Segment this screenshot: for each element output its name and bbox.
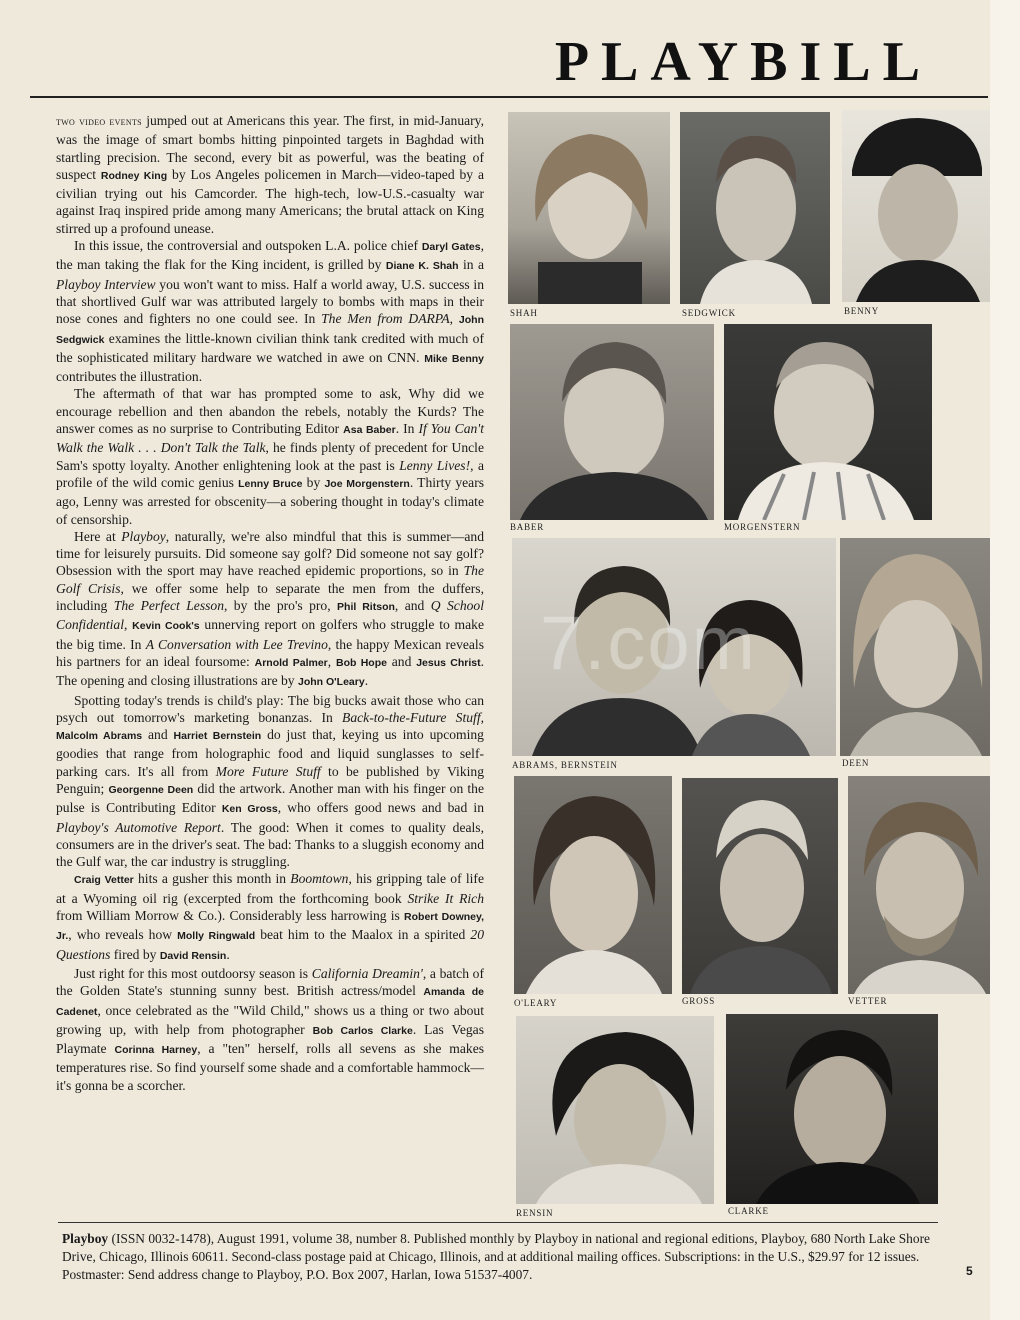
contributor-name: Mike Benny bbox=[424, 352, 484, 365]
text: unnerving report on golfers who struggle to make the big time. In bbox=[56, 617, 485, 652]
feature-title: Strike It Rich bbox=[407, 890, 484, 906]
text: , he finds plenty of precedent for Uncle Sam's spotty loyalty. Another enlightening look at the past is bbox=[56, 440, 484, 473]
contributor-name: Craig Vetter bbox=[74, 874, 134, 887]
portrait-deen bbox=[840, 538, 990, 756]
footer-rule bbox=[58, 1222, 938, 1223]
text: fired by bbox=[110, 946, 160, 962]
text: from William Morrow & Co.). Considerably less harrowing is bbox=[56, 908, 405, 924]
text: . Thirty years ago, Lenny was arrested for obscenity—a sobering thought in today's climate of censorship. bbox=[56, 474, 485, 527]
text: jumped out at Americans this year. The first, in mid-January, was the image of smart bombs hitting pinpointed targets in Baghdad with startling precision. The second, every bit as powerful, was the beating of suspect bbox=[56, 113, 484, 182]
contributor-name: Arnold Palmer bbox=[254, 656, 328, 669]
photo-deen bbox=[840, 538, 990, 756]
caption-shah: SHAH bbox=[510, 308, 538, 318]
portrait-benny bbox=[842, 110, 990, 302]
feature-title: Back-to-the-Future Stuff bbox=[342, 709, 481, 725]
text: , bbox=[123, 617, 133, 633]
portrait-baber bbox=[510, 324, 714, 520]
text: , a profile of the wild comic genius bbox=[56, 457, 484, 490]
text: did the artwork. Another man with his finger on the pulse is Contributing Editor bbox=[56, 780, 484, 816]
text: , a batch of the Golden State's stunning sunny best. British actress/model bbox=[56, 965, 484, 999]
contributor-name: Georgenne Deen bbox=[108, 783, 194, 796]
text: , bbox=[449, 311, 459, 327]
text: . Las Vegas Playmate bbox=[56, 1021, 485, 1057]
text: Here at bbox=[74, 528, 122, 544]
caption-abrams-bernstein: ABRAMS, BERNSTEIN bbox=[512, 760, 618, 770]
text: . bbox=[364, 673, 369, 689]
publication-info bbox=[62, 1230, 952, 1284]
text: , the happy Mexican reveals his partners for an ideal foursome: bbox=[56, 636, 485, 669]
text: . The good: When it comes to quality deals, consumers are in the driver's seat. The bad: Thanks to a sluggish economy and the Gulf war, the car industry is struggling. bbox=[56, 819, 484, 870]
caption-baber: BABER bbox=[510, 522, 545, 532]
contributor-name: Joe Morgenstern bbox=[324, 477, 410, 490]
contributor-name: Amanda de Cadenet bbox=[56, 986, 484, 1018]
caption-deen: DEEN bbox=[842, 758, 870, 768]
feature-title: Playboy's Automotive Report bbox=[56, 819, 221, 835]
contributor-name: Diane K. Shah bbox=[385, 260, 459, 273]
feature-title: Q School Confidential bbox=[56, 598, 484, 633]
photo-oleary bbox=[514, 776, 672, 994]
text: you won't want to miss. Half a world away, U.S. success in that shortlived Gulf war was attributed largely to bombs with maps in their nose cones and fighters no one could see. In bbox=[56, 276, 484, 327]
text: Spotting today's trends is child's play: The big bucks await those who can psych out tomorrow's marketing bonanzas. In bbox=[56, 692, 484, 725]
text: and bbox=[142, 727, 174, 743]
contributor-name: Kevin Cook's bbox=[132, 620, 200, 633]
contributor-name: David Rensin bbox=[159, 949, 227, 962]
footer-text: (ISSN 0032-1478), August 1991, volume 38, number 8. Published monthly by Playboy in national and regional editions, Playboy, 680 North Lake Shore Drive, Chicago, Illinois 60611. Second-class postage paid at Chicago, Illinois, and at additional mailing offices. Subscriptions: in the U.S., $29.97 for 12 issues. Postmaster: Send address change to Playboy, P.O. Box 2007, Harlan, Iowa 51537-4007. bbox=[62, 1231, 930, 1282]
text: , we offer some help to separate the men from the duffers, including bbox=[56, 580, 484, 614]
photo-shah bbox=[508, 112, 670, 304]
portrait-shah bbox=[508, 112, 670, 304]
photo-sedgwick bbox=[680, 112, 830, 304]
paragraph-6 bbox=[56, 870, 484, 964]
contributor-name: Jesus Christ bbox=[416, 656, 481, 669]
photo-baber bbox=[510, 324, 714, 520]
portrait-gross bbox=[682, 778, 838, 994]
portrait-vetter bbox=[848, 776, 990, 994]
text: and bbox=[386, 653, 417, 669]
text: , and bbox=[394, 598, 431, 614]
text: , naturally, we're also mindful that this is summer—and time for leisurely pursuits. Did someone say golf? Did someone not say golf? Obsession with the sport may have reached epidemic proportions, so in bbox=[56, 528, 484, 579]
text: In this issue, the controversial and outspoken L.A. police chief bbox=[74, 238, 422, 254]
caption-sedgwick: SEDGWICK bbox=[682, 308, 736, 318]
feature-title: A Conversation with Lee Trevino bbox=[145, 636, 328, 652]
text: , bbox=[480, 709, 484, 725]
contributor-name: John Sedgwick bbox=[56, 314, 485, 346]
caption-oleary: O'LEARY bbox=[514, 998, 558, 1008]
text: hits a gusher this month in bbox=[133, 871, 291, 887]
watermark-text: 7.com bbox=[540, 601, 757, 686]
photo-gross bbox=[682, 778, 838, 994]
text: , who offers good news and bad in bbox=[277, 800, 484, 816]
masthead-title: PLAYBILL bbox=[554, 31, 932, 93]
paragraph-3 bbox=[56, 385, 484, 527]
photo-morgenstern bbox=[724, 324, 932, 520]
text: in a bbox=[458, 257, 484, 273]
text: . The opening and closing illustrations are by bbox=[56, 653, 485, 689]
text: beat him to the Maalox in a spirited bbox=[255, 927, 471, 943]
text: examines the little-known civilian think tank credited with much of the sophisticated military hardware we watched in awe on CNN. bbox=[56, 330, 484, 365]
masthead-rule bbox=[30, 96, 988, 98]
paragraph-1 bbox=[56, 112, 484, 237]
text: to be published by Viking Penguin; bbox=[56, 763, 484, 796]
photo-benny bbox=[842, 110, 990, 302]
feature-title: 20 Questions bbox=[56, 927, 484, 962]
text: by Los Angeles policemen in March—video-taped by a civilian trying out his Camcorder. The high-tech, low-U.S.-casualty war against Iraq inspired pride among many Americans; the brutal attack on King stirred up a profound unease. bbox=[56, 166, 485, 236]
portrait-oleary bbox=[514, 776, 672, 994]
caption-morgenstern: MORGENSTERN bbox=[724, 522, 801, 532]
feature-title: The Golf Crisis bbox=[56, 563, 484, 596]
article-column bbox=[56, 112, 484, 1094]
text: , the man taking the flak for the King incident, is grilled by bbox=[56, 238, 484, 273]
feature-title: Boomtown bbox=[290, 871, 349, 887]
paragraph-5 bbox=[56, 692, 484, 871]
text: , once celebrated as the "Wild Child," shows us a thing or two about growing up, with help from photographer bbox=[56, 1002, 484, 1037]
text: do just that, keying us into upcoming goodies that range from holographic food and liquid sunglasses to self-parking cars. It's all from bbox=[56, 727, 484, 779]
paragraph-7 bbox=[56, 965, 484, 1094]
text: , who reveals how bbox=[68, 927, 178, 943]
feature-title: More Future Stuff bbox=[215, 763, 321, 779]
caption-vetter: VETTER bbox=[848, 996, 888, 1006]
text: The aftermath of that war has prompted some to ask, Why did we encourage rebellion and then abandon the rebels, notably the Kurds? The answer comes as no surprise to Contributing Editor bbox=[56, 386, 484, 437]
feature-title: If You Can't Walk the Walk . . . Don't Talk the Talk bbox=[56, 421, 484, 456]
photo-clarke bbox=[726, 1014, 938, 1204]
portrait-clarke bbox=[726, 1014, 938, 1204]
contributor-name: Bob Hope bbox=[335, 656, 387, 669]
caption-rensin: RENSIN bbox=[516, 1208, 554, 1218]
contributor-name: Phil Ritson bbox=[337, 601, 395, 614]
photo-vetter bbox=[848, 776, 990, 994]
text: , by the pro's pro, bbox=[224, 598, 338, 614]
feature-title: California Dreamin' bbox=[311, 965, 423, 981]
text: , his gripping tale of life at a Wyoming oil rig (excerpted from the forthcoming book bbox=[56, 871, 484, 906]
contributor-name: John O'Leary bbox=[298, 676, 365, 689]
photo-rensin bbox=[516, 1016, 714, 1204]
contributor-name: Corinna Harney bbox=[114, 1044, 198, 1057]
contributor-name: Ken Gross bbox=[221, 803, 278, 816]
contributor-name: Robert Downey, Jr. bbox=[56, 911, 484, 943]
contributor-name: Bob Carlos Clarke bbox=[312, 1024, 413, 1037]
page-edge bbox=[990, 0, 1020, 1320]
text: Just right for this most outdoorsy season is bbox=[74, 965, 312, 981]
text: . bbox=[226, 946, 230, 962]
contributor-name: Lenny Bruce bbox=[238, 477, 303, 490]
paragraph-2 bbox=[56, 237, 484, 385]
caption-gross: GROSS bbox=[682, 996, 716, 1006]
caption-clarke: CLARKE bbox=[728, 1206, 769, 1216]
text: , bbox=[327, 653, 336, 669]
text: by bbox=[302, 474, 325, 490]
text: , a "ten" herself, rolls all sevens as she makes temperatures rise. So find yourself some shade and a comfortable hammock—it's gonna be a scorcher. bbox=[56, 1041, 485, 1093]
portrait-morgenstern bbox=[724, 324, 932, 520]
contributor-name: Rodney King bbox=[100, 169, 168, 182]
feature-title: Playboy Interview bbox=[56, 276, 156, 292]
feature-title: Playboy bbox=[121, 528, 166, 544]
text: . In bbox=[395, 421, 419, 437]
feature-title: The Perfect Lesson bbox=[113, 598, 224, 614]
paragraph-4 bbox=[56, 528, 484, 692]
contributor-name: Molly Ringwald bbox=[177, 930, 256, 943]
footer-brand: Playboy bbox=[62, 1231, 109, 1246]
contributor-name: Malcolm Abrams bbox=[56, 730, 143, 743]
contributor-name: Harriet Bernstein bbox=[173, 730, 262, 743]
portrait-rensin bbox=[516, 1016, 714, 1204]
portrait-sedgwick bbox=[680, 112, 830, 304]
lead-in: two video events bbox=[56, 116, 142, 128]
contributor-name: Daryl Gates bbox=[421, 241, 481, 254]
page-number: 5 bbox=[966, 1264, 973, 1278]
feature-title: Lenny Lives! bbox=[399, 457, 471, 473]
feature-title: The Men from DARPA bbox=[321, 311, 450, 327]
caption-benny: BENNY bbox=[844, 306, 879, 316]
text: contributes the illustration. bbox=[56, 369, 203, 385]
contributor-name: Asa Baber bbox=[343, 424, 396, 437]
